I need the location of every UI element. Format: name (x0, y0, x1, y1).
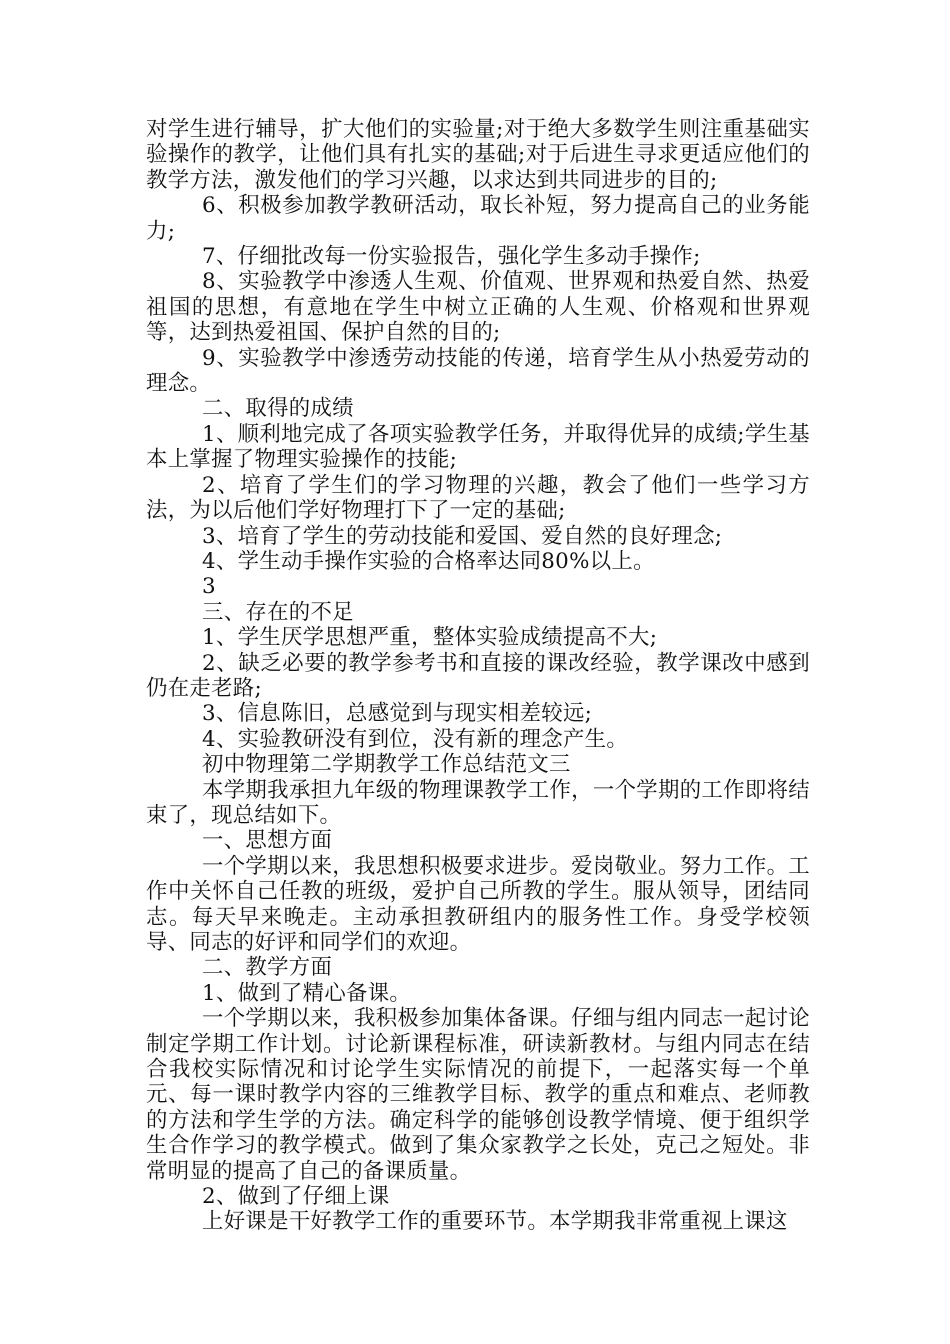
paragraph-item-7: 7、仔细批改每一份实验报告，强化学生多动手操作; (202, 244, 701, 270)
paragraph-achievement-2: 2、培育了学生们的学习物理的兴趣，教会了他们一些学习方法，为以后他们学好物理打下了一定的基础; (146, 472, 810, 524)
paragraph-achievement-3: 3、培育了学生的劳动技能和爱国、爱自然的良好理念; (202, 523, 723, 549)
document-page (146, 117, 810, 1235)
paragraph-item-6: 6、积极参加教学教研活动，取长补短，努力提高自己的业务能力; (146, 193, 810, 244)
paragraph-shortcoming-4: 4、实验教研没有到位，没有新的理念产生。 (202, 726, 629, 752)
paragraph-shortcoming-2: 2、缺乏必要的教学参考书和直接的课改经验，教学课改中感到仍在走老路; (146, 650, 810, 701)
paragraph-continuation: 对学生进行辅导，扩大他们的实验量;对于绝大多数学生则注重基础实验操作的教学，让他们具有扎实的基础;对于后进生寻求更适应他们的教学方法，激发他们的学习兴趣，以求达到共同进步的目的; (146, 117, 810, 193)
paragraph-item-9: 9、实验教学中渗透劳动技能的传递，培育学生从小热爱劳动的理念。 (146, 345, 810, 397)
section-heading-achievements: 二、取得的成绩 (202, 396, 354, 422)
section-heading-thought: 一、思想方面 (202, 828, 333, 854)
paragraph-shortcoming-1: 1、学生厌学思想严重，整体实验成绩提高不大; (202, 625, 658, 651)
subheading-lesson-prep: 1、做到了精心备课。 (202, 980, 412, 1006)
paragraph-thought: 一个学期以来，我思想积极要求进步。爱岗敬业。努力工作。工作中关怀自己任教的班级，爱护自己所教的学生。服从领导，团结同志。每天早来晚走。主动承担教研组内的服务性工作。身受学校领导、同志的好评和同学们的欢迎。 (146, 853, 810, 955)
subheading-classes: 2、做到了仔细上课 (202, 1184, 390, 1210)
paragraph-item-8: 8、实验教学中渗透人生观、价值观、世界观和热爱自然、热爱祖国的思想，有意地在学生中树立正确的人生观、价格观和世界观等，达到热爱祖国、保护自然的目的; (146, 269, 810, 346)
paragraph-intro: 本学期我承担九年级的物理课教学工作，一个学期的工作即将结束了，现总结如下。 (146, 777, 810, 828)
paragraph-lesson-prep: 一个学期以来，我积极参加集体备课。仔细与组内同志一起讨论制定学期工作计划。讨论新课程标准，研读新教材。与组内同志在结合我校实际情况和讨论学生实际情况的前提下，一起落实每一个单元、每一课时教学内容的三维教学目标、教学的重点和难点、老师教的方法和学生学的方法。确定科学的能够创设教学情境、便于组织学生合作学习的教学模式。做到了集众家教学之长处，克己之短处。非常明显的提高了自己的备课质量。 (146, 1006, 810, 1184)
article-title: 初中物理第二学期教学工作总结范文三 (202, 752, 571, 778)
section-heading-shortcomings: 三、存在的不足 (202, 599, 354, 625)
paragraph-shortcoming-3: 3、信息陈旧，总感觉到与现实相差较远; (202, 701, 593, 727)
paragraph-achievement-1: 1、顺利地完成了各项实验教学任务，并取得优异的成绩;学生基本上掌握了物理实验操作的技能; (146, 421, 810, 473)
paragraph-classes: 上好课是干好教学工作的重要环节。本学期我非常重视上课这 (202, 1209, 788, 1235)
paragraph-achievement-4: 4、学生动手操作实验的合格率达同80%以上。 (202, 548, 655, 574)
section-heading-teaching: 二、教学方面 (202, 955, 333, 981)
page-number: 3 (202, 574, 216, 600)
